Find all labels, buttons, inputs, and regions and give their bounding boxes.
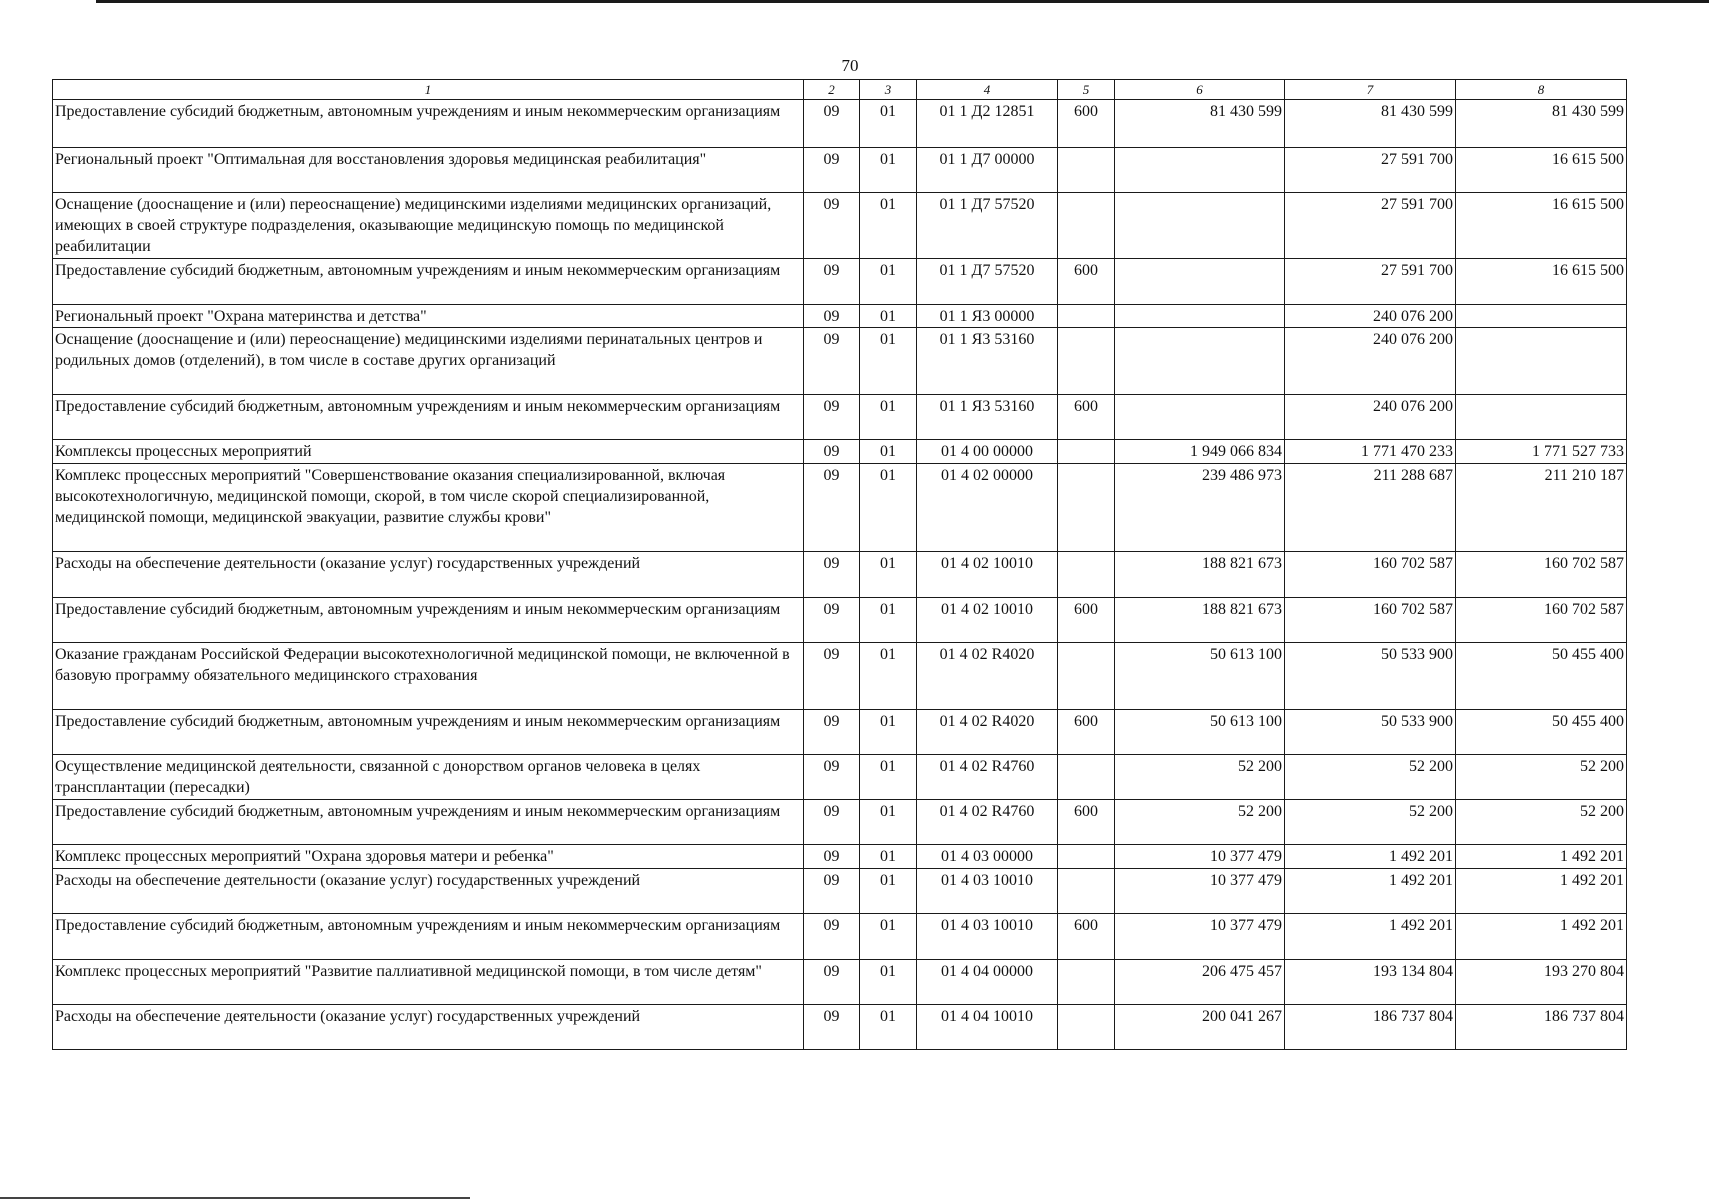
row-subsection-cell: 01 [860,845,917,869]
row-value-col7-cell: 160 702 587 [1285,598,1456,643]
row-value-col6-cell: 10 377 479 [1115,845,1285,869]
row-section-cell: 09 [804,148,860,193]
row-subsection-cell: 01 [860,193,917,259]
row-value-col8-cell [1456,328,1627,395]
row-name-cell: Предоставление субсидий бюджетным, автономным учреждениям и иным некоммерческим организациям [53,598,804,643]
row-value-col7-cell: 27 591 700 [1285,193,1456,259]
row-value-col6-cell [1115,259,1285,305]
row-target-code-cell: 01 4 03 00000 [917,845,1058,869]
row-value-col6-cell: 1 949 066 834 [1115,440,1285,464]
row-section-cell: 09 [804,100,860,148]
row-value-col8-cell: 16 615 500 [1456,148,1627,193]
row-expense-type-cell [1058,328,1115,395]
row-name-cell: Предоставление субсидий бюджетным, автономным учреждениям и иным некоммерческим организациям [53,395,804,440]
table-row [53,1005,1627,1050]
row-subsection-cell: 01 [860,328,917,395]
row-target-code-cell: 01 4 03 10010 [917,869,1058,914]
row-name-cell: Региональный проект "Охрана материнства и детства" [53,305,804,328]
row-value-col6-cell: 188 821 673 [1115,552,1285,598]
row-value-col7-cell: 160 702 587 [1285,552,1456,598]
row-name-cell: Предоставление субсидий бюджетным, автономным учреждениям и иным некоммерческим организациям [53,100,804,148]
row-value-col6-cell: 52 200 [1115,755,1285,800]
row-value-col7-cell: 50 533 900 [1285,643,1456,710]
row-target-code-cell: 01 4 02 10010 [917,598,1058,643]
row-value-col8-cell [1456,395,1627,440]
row-value-col7-cell: 1 492 201 [1285,914,1456,960]
row-subsection-cell: 01 [860,869,917,914]
row-value-col7-cell: 240 076 200 [1285,395,1456,440]
row-name-cell: Региональный проект "Оптимальная для восстановления здоровья медицинская реабилитация" [53,148,804,193]
row-subsection-cell: 01 [860,710,917,755]
table-row [53,800,1627,845]
row-section-cell: 09 [804,305,860,328]
row-subsection-cell: 01 [860,464,917,552]
row-value-col7-cell: 27 591 700 [1285,148,1456,193]
row-value-col7-cell: 240 076 200 [1285,305,1456,328]
column-number-row [53,80,1627,100]
page-number: 70 [841,56,859,75]
row-value-col6-cell: 81 430 599 [1115,100,1285,148]
row-value-col7-cell: 50 533 900 [1285,710,1456,755]
row-subsection-cell: 01 [860,914,917,960]
row-value-col7-cell: 81 430 599 [1285,100,1456,148]
row-section-cell: 09 [804,598,860,643]
row-value-col7-cell: 186 737 804 [1285,1005,1456,1050]
row-subsection-cell: 01 [860,259,917,305]
row-value-col7-cell: 52 200 [1285,755,1456,800]
table-row [53,755,1627,800]
row-target-code-cell: 01 4 00 00000 [917,440,1058,464]
table-row [53,598,1627,643]
row-value-col7-cell: 1 492 201 [1285,845,1456,869]
row-name-cell: Комплексы процессных мероприятий [53,440,804,464]
row-value-col8-cell: 160 702 587 [1456,598,1627,643]
row-section-cell: 09 [804,440,860,464]
table-row [53,960,1627,1005]
table-row [53,914,1627,960]
row-value-col6-cell: 200 041 267 [1115,1005,1285,1050]
row-target-code-cell: 01 4 02 R4760 [917,800,1058,845]
row-target-code-cell: 01 1 Д7 00000 [917,148,1058,193]
row-expense-type-cell [1058,552,1115,598]
row-value-col6-cell [1115,148,1285,193]
row-value-col8-cell: 211 210 187 [1456,464,1627,552]
row-section-cell: 09 [804,464,860,552]
column-header: 3 [860,80,917,100]
row-section-cell: 09 [804,1005,860,1050]
row-expense-type-cell: 600 [1058,914,1115,960]
row-value-col8-cell: 50 455 400 [1456,643,1627,710]
row-target-code-cell: 01 4 04 10010 [917,1005,1058,1050]
row-subsection-cell: 01 [860,643,917,710]
row-target-code-cell: 01 1 Д2 12851 [917,100,1058,148]
row-target-code-cell: 01 1 Я3 53160 [917,395,1058,440]
row-name-cell: Оказание гражданам Российской Федерации высокотехнологичной медицинской помощи, не включенной в базовую программу обязательного медицинского страхования [53,643,804,710]
row-name-cell: Оснащение (дооснащение и (или) переоснащение) медицинскими изделиями медицинских организаций, имеющих в своей структуре подразделения, оказывающие медицинскую помощь по медицинской реабилитации [53,193,804,259]
row-value-col6-cell: 10 377 479 [1115,914,1285,960]
row-name-cell: Осуществление медицинской деятельности, связанной с донорством органов человека в целях трансплантации (пересадки) [53,755,804,800]
row-target-code-cell: 01 1 Д7 57520 [917,193,1058,259]
row-value-col8-cell: 52 200 [1456,755,1627,800]
table-row [53,552,1627,598]
table-row [53,464,1627,552]
row-name-cell: Комплекс процессных мероприятий "Совершенствование оказания специализированной, включая высокотехнологичную, медицинской помощи, скорой, в том числе скорой специализированной, медицинской помощи, медицинской эвакуации, развитие службы крови" [53,464,804,552]
column-header: 4 [917,80,1058,100]
row-name-cell: Расходы на обеспечение деятельности (оказание услуг) государственных учреждений [53,552,804,598]
row-section-cell: 09 [804,869,860,914]
table-row [53,328,1627,395]
row-value-col8-cell: 1 771 527 733 [1456,440,1627,464]
row-target-code-cell: 01 4 02 R4020 [917,710,1058,755]
table-row [53,148,1627,193]
row-name-cell: Расходы на обеспечение деятельности (оказание услуг) государственных учреждений [53,1005,804,1050]
row-name-cell: Комплекс процессных мероприятий "Развитие паллиативной медицинской помощи, в том числе детям" [53,960,804,1005]
row-value-col7-cell: 211 288 687 [1285,464,1456,552]
row-section-cell: 09 [804,328,860,395]
table-row [53,710,1627,755]
table-row [53,395,1627,440]
table-row [53,259,1627,305]
row-subsection-cell: 01 [860,598,917,643]
table-row [53,440,1627,464]
table-row [53,305,1627,328]
row-expense-type-cell: 600 [1058,598,1115,643]
row-value-col8-cell: 193 270 804 [1456,960,1627,1005]
row-expense-type-cell [1058,960,1115,1005]
row-value-col8-cell: 52 200 [1456,800,1627,845]
row-value-col6-cell [1115,193,1285,259]
row-subsection-cell: 01 [860,100,917,148]
row-value-col8-cell: 1 492 201 [1456,845,1627,869]
row-subsection-cell: 01 [860,960,917,1005]
row-section-cell: 09 [804,914,860,960]
column-header: 5 [1058,80,1115,100]
table-row [53,193,1627,259]
row-value-col6-cell: 10 377 479 [1115,869,1285,914]
row-value-col8-cell: 160 702 587 [1456,552,1627,598]
row-expense-type-cell [1058,1005,1115,1050]
column-header: 7 [1285,80,1456,100]
row-name-cell: Комплекс процессных мероприятий "Охрана здоровья матери и ребенка" [53,845,804,869]
row-value-col8-cell: 50 455 400 [1456,710,1627,755]
top-rule [96,0,1709,3]
column-header: 6 [1115,80,1285,100]
row-subsection-cell: 01 [860,1005,917,1050]
row-expense-type-cell: 600 [1058,395,1115,440]
table-row [53,845,1627,869]
row-target-code-cell: 01 4 04 00000 [917,960,1058,1005]
row-target-code-cell: 01 4 02 00000 [917,464,1058,552]
row-target-code-cell: 01 1 Д7 57520 [917,259,1058,305]
row-target-code-cell: 01 4 02 R4760 [917,755,1058,800]
row-expense-type-cell: 600 [1058,800,1115,845]
row-subsection-cell: 01 [860,305,917,328]
row-value-col6-cell: 206 475 457 [1115,960,1285,1005]
row-name-cell: Предоставление субсидий бюджетным, автономным учреждениям и иным некоммерческим организациям [53,710,804,755]
row-section-cell: 09 [804,710,860,755]
row-section-cell: 09 [804,960,860,1005]
row-name-cell: Предоставление субсидий бюджетным, автономным учреждениям и иным некоммерческим организациям [53,259,804,305]
row-section-cell: 09 [804,193,860,259]
column-header: 2 [804,80,860,100]
row-value-col8-cell: 1 492 201 [1456,914,1627,960]
row-value-col6-cell [1115,328,1285,395]
row-value-col7-cell: 193 134 804 [1285,960,1456,1005]
row-expense-type-cell [1058,440,1115,464]
row-expense-type-cell: 600 [1058,259,1115,305]
row-value-col8-cell: 16 615 500 [1456,259,1627,305]
row-value-col8-cell: 16 615 500 [1456,193,1627,259]
row-expense-type-cell [1058,643,1115,710]
row-expense-type-cell [1058,193,1115,259]
row-expense-type-cell: 600 [1058,100,1115,148]
budget-table [52,79,1627,1050]
row-target-code-cell: 01 1 Я3 00000 [917,305,1058,328]
row-value-col6-cell: 52 200 [1115,800,1285,845]
row-subsection-cell: 01 [860,148,917,193]
row-expense-type-cell [1058,305,1115,328]
row-subsection-cell: 01 [860,800,917,845]
table-row [53,100,1627,148]
row-section-cell: 09 [804,845,860,869]
row-section-cell: 09 [804,755,860,800]
row-value-col6-cell [1115,395,1285,440]
row-value-col6-cell: 50 613 100 [1115,643,1285,710]
row-subsection-cell: 01 [860,440,917,464]
row-subsection-cell: 01 [860,755,917,800]
row-value-col7-cell: 27 591 700 [1285,259,1456,305]
row-value-col6-cell: 239 486 973 [1115,464,1285,552]
row-value-col7-cell: 1 492 201 [1285,869,1456,914]
row-value-col8-cell: 81 430 599 [1456,100,1627,148]
row-value-col6-cell [1115,305,1285,328]
row-section-cell: 09 [804,643,860,710]
row-section-cell: 09 [804,552,860,598]
row-expense-type-cell: 600 [1058,710,1115,755]
row-expense-type-cell [1058,845,1115,869]
row-expense-type-cell [1058,755,1115,800]
row-value-col7-cell: 240 076 200 [1285,328,1456,395]
row-target-code-cell: 01 4 02 R4020 [917,643,1058,710]
row-section-cell: 09 [804,395,860,440]
bottom-rule [0,1197,470,1199]
row-value-col8-cell: 1 492 201 [1456,869,1627,914]
row-value-col7-cell: 52 200 [1285,800,1456,845]
row-section-cell: 09 [804,800,860,845]
column-header: 8 [1456,80,1627,100]
row-name-cell: Оснащение (дооснащение и (или) переоснащение) медицинскими изделиями перинатальных центров и родильных домов (отделений), в том числе в составе других организаций [53,328,804,395]
row-subsection-cell: 01 [860,552,917,598]
row-target-code-cell: 01 1 Я3 53160 [917,328,1058,395]
row-subsection-cell: 01 [860,395,917,440]
column-header: 1 [53,80,804,100]
row-section-cell: 09 [804,259,860,305]
row-value-col8-cell: 186 737 804 [1456,1005,1627,1050]
row-expense-type-cell [1058,464,1115,552]
row-value-col7-cell: 1 771 470 233 [1285,440,1456,464]
row-expense-type-cell [1058,869,1115,914]
row-value-col8-cell [1456,305,1627,328]
row-name-cell: Расходы на обеспечение деятельности (оказание услуг) государственных учреждений [53,869,804,914]
table-row [53,869,1627,914]
row-value-col6-cell: 50 613 100 [1115,710,1285,755]
row-target-code-cell: 01 4 02 10010 [917,552,1058,598]
row-value-col6-cell: 188 821 673 [1115,598,1285,643]
row-name-cell: Предоставление субсидий бюджетным, автономным учреждениям и иным некоммерческим организациям [53,800,804,845]
row-expense-type-cell [1058,148,1115,193]
row-name-cell: Предоставление субсидий бюджетным, автономным учреждениям и иным некоммерческим организациям [53,914,804,960]
table-row [53,643,1627,710]
row-target-code-cell: 01 4 03 10010 [917,914,1058,960]
